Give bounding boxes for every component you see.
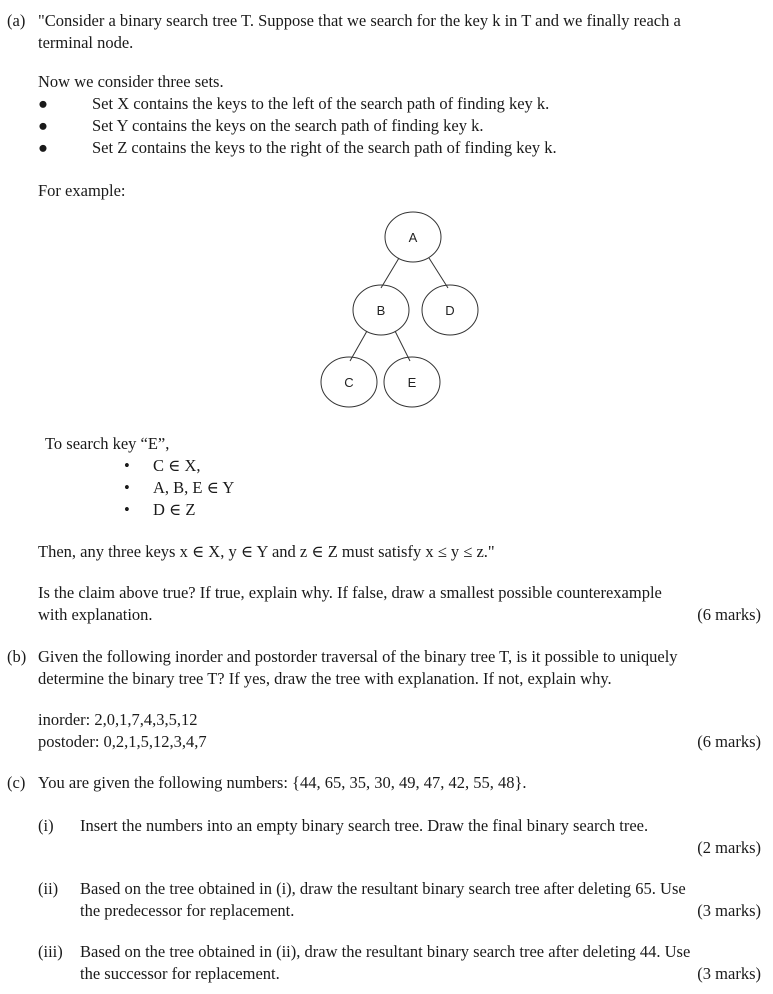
question-line2: with explanation. (38, 605, 153, 624)
search-bullet-z: D ∈ Z (153, 500, 196, 519)
tree-node-circle-e (384, 357, 440, 407)
sub-i-label: (i) (38, 816, 54, 835)
search-bullet-y: A, B, E ∈ Y (153, 478, 235, 497)
sub-i-line1: Insert the numbers into an empty binary search tree. Draw the final binary search tree. (80, 816, 649, 835)
bullet-dot: ● (38, 94, 48, 113)
part-a-intro: Now we consider three sets. (38, 72, 224, 91)
part-b-marks: (6 marks) (697, 732, 761, 751)
bullet-dot: • (124, 456, 130, 475)
bullet-dot: • (124, 500, 130, 519)
sub-iii-line1: Based on the tree obtained in (ii), draw the resultant binary search tree after deleting 44. Use (80, 942, 691, 961)
part-c-intro: You are given the following numbers: {44, 65, 35, 30, 49, 47, 42, 55, 48}. (38, 773, 527, 792)
bullet-dot: • (124, 478, 130, 497)
postorder-line: postoder: 0,2,1,5,12,3,4,7 (38, 732, 207, 751)
bullet-set-z: Set Z contains the keys to the right of the search path of finding key k. (92, 138, 557, 157)
tree-node-b: B (376, 303, 386, 318)
sub-iii-line2: the successor for replacement. (80, 964, 280, 983)
part-b-line2: determine the binary tree T? If yes, draw the tree with explanation. If not, explain why. (38, 669, 612, 688)
sub-i-marks: (2 marks) (697, 838, 761, 857)
tree-node-circle-c (321, 357, 377, 407)
tree-node-e: E (407, 375, 417, 390)
sub-ii-marks: (3 marks) (697, 901, 761, 920)
sub-ii-label: (ii) (38, 879, 59, 898)
tree-node-a: A (408, 230, 418, 245)
part-a-label: (a) (7, 11, 26, 30)
example-label: For example: (38, 181, 126, 200)
part-a-line1: "Consider a binary search tree T. Suppose that we search for the key k in T and we finally reach a (38, 11, 681, 30)
edge-b-e (395, 331, 410, 361)
tree-node-c: C (344, 375, 354, 390)
bullet-dot: ● (38, 116, 48, 135)
question-line1: Is the claim above true? If true, explain why. If false, draw a smallest possible counterexample (38, 583, 662, 602)
part-a-line2: terminal node. (38, 33, 134, 52)
then-line: Then, any three keys x ∈ X, y ∈ Y and z ∈ Z must satisfy x ≤ y ≤ z." (38, 542, 495, 561)
sub-ii-line1: Based on the tree obtained in (i), draw the resultant binary search tree after deleting 65. Use (80, 879, 686, 898)
part-c-label: (c) (7, 773, 26, 792)
sub-iii-label: (iii) (38, 942, 63, 961)
bullet-dot: ● (38, 138, 48, 157)
bullet-set-x: Set X contains the keys to the left of the search path of finding key k. (92, 94, 550, 113)
part-b-label: (b) (7, 647, 27, 666)
edge-a-b (381, 258, 399, 288)
sub-ii-line2: the predecessor for replacement. (80, 901, 295, 920)
part-a-marks: (6 marks) (697, 605, 761, 624)
inorder-line: inorder: 2,0,1,7,4,3,5,12 (38, 710, 198, 729)
tree-node-circle-a (385, 212, 441, 262)
sub-iii-marks: (3 marks) (697, 964, 761, 983)
edge-b-c (350, 331, 367, 361)
search-bullet-x: C ∈ X, (153, 456, 201, 475)
tree-node-circle-b (353, 285, 409, 335)
edge-a-d (429, 258, 448, 288)
search-label: To search key “E”, (45, 434, 170, 453)
tree-node-circle-d (422, 285, 478, 335)
bullet-set-y: Set Y contains the keys on the search path of finding key k. (92, 116, 484, 135)
tree-node-d: D (445, 303, 455, 318)
part-b-line1: Given the following inorder and postorder traversal of the binary tree T, is it possible to uniquely (38, 647, 678, 666)
